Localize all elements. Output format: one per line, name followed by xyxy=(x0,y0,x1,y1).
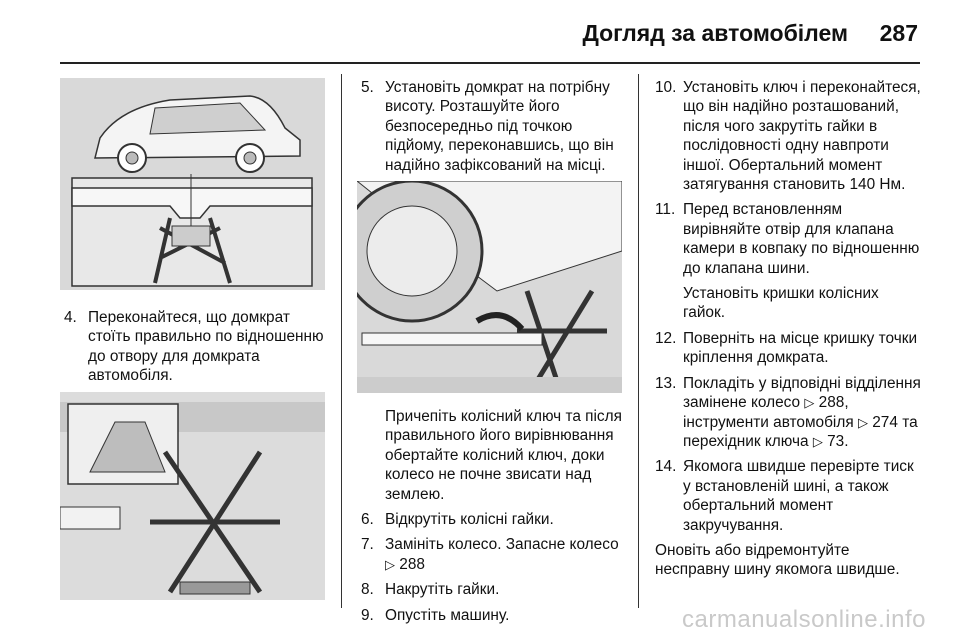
step-4 xyxy=(60,308,325,386)
page-title: Догляд за автомобілем xyxy=(582,20,848,46)
step-7 xyxy=(357,535,622,574)
step-text-cont: та перехідник ключа xyxy=(683,413,918,450)
step-text: Покладіть у відповідні відділення замінене колесо xyxy=(683,374,921,412)
step-text: Опустіть машину. xyxy=(385,606,510,624)
step-text-cont: , інструменти автомобіля xyxy=(683,394,854,431)
step-text: Перед встановленням вирівняйте отвір для клапана камери в ковпаку по відношенню до клапана шини. xyxy=(683,201,920,277)
step-text: Установіть ключ і переконайтеся, що він надійно розташований, після чого закрутіть гайки в послідовності одну навпроти іншої. Обертальний момент затягування становить 140 Нм. xyxy=(683,79,921,194)
step-number: 5. xyxy=(361,79,374,96)
step-number: 13. xyxy=(655,374,677,392)
step-number: 7. xyxy=(361,536,374,554)
step-6 xyxy=(357,510,622,529)
step-14 xyxy=(655,457,923,535)
step-text: Відкрутіть колісні гайки. xyxy=(385,511,554,529)
figure-car-jack-position xyxy=(60,78,325,290)
step-9 xyxy=(357,606,622,625)
page-number: 287 xyxy=(879,20,918,46)
figure-jack-under-car xyxy=(60,392,325,600)
column-3 xyxy=(655,78,923,580)
column-1 xyxy=(60,78,325,600)
step-text: Поверніть на місце кришку точки кріплення домкрата. xyxy=(683,329,918,367)
step-13 xyxy=(655,374,923,452)
page-ref-arrow-icon: ▷ xyxy=(804,395,815,411)
figure-wheel-wrench xyxy=(357,181,622,393)
step-11 xyxy=(655,200,923,278)
column-divider-2 xyxy=(638,74,639,608)
page-ref-arrow-icon: ▷ xyxy=(812,433,823,449)
step-11-detail: Установіть кришки колісних гайок. xyxy=(683,285,879,322)
page-header xyxy=(0,14,960,54)
step-text: Установіть домкрат на потрібну висоту. Розташуйте його безпосередньо під точкою підйому, переконавшись, що він надійно зафіксований на місці. xyxy=(385,79,614,174)
step-number: 11. xyxy=(655,201,676,219)
step-text: Якомога швидше перевірте тиск у встановленій шині, а також обертальний момент закручування. xyxy=(683,458,914,534)
step-8 xyxy=(357,580,622,599)
step-number: 14. xyxy=(655,458,677,476)
page-ref[interactable]: 274 xyxy=(872,413,898,431)
closing-note: Оновіть або відремонтуйте несправну шину якомога швидше. xyxy=(655,541,900,579)
step-5 xyxy=(357,78,622,175)
step-text: Переконайтеся, що домкрат стоїть правильно по відношенню до отвору для домкрата автомобіля. xyxy=(88,309,324,385)
page-ref-arrow-icon: ▷ xyxy=(857,414,868,430)
step-number: 9. xyxy=(361,606,374,624)
page-ref-arrow-icon: ▷ xyxy=(385,556,395,572)
step-5-detail: Причепіть колісний ключ та після правильного його вирівнювання обертайте колісний ключ, доки колесо не почне звисати над землею. xyxy=(385,408,622,503)
step-10 xyxy=(655,78,923,194)
column-divider-1 xyxy=(341,74,342,608)
step-number: 6. xyxy=(361,511,374,529)
header-rule xyxy=(60,62,920,64)
step-text: Накрутіть гайки. xyxy=(385,581,500,599)
step-text-cont: . xyxy=(844,432,849,450)
page-ref[interactable]: 288 xyxy=(399,555,425,573)
step-number: 4. xyxy=(64,309,77,326)
page-ref[interactable]: 73 xyxy=(827,432,845,450)
step-number: 12. xyxy=(655,329,677,347)
watermark: carmanualsonline.info xyxy=(682,606,926,633)
step-number: 8. xyxy=(361,581,374,599)
step-12 xyxy=(655,329,923,368)
page-ref[interactable]: 288 xyxy=(818,394,845,412)
step-number: 10. xyxy=(655,79,677,96)
column-2 xyxy=(357,78,622,631)
step-text: Замініть колесо. Запасне колесо xyxy=(385,536,619,554)
